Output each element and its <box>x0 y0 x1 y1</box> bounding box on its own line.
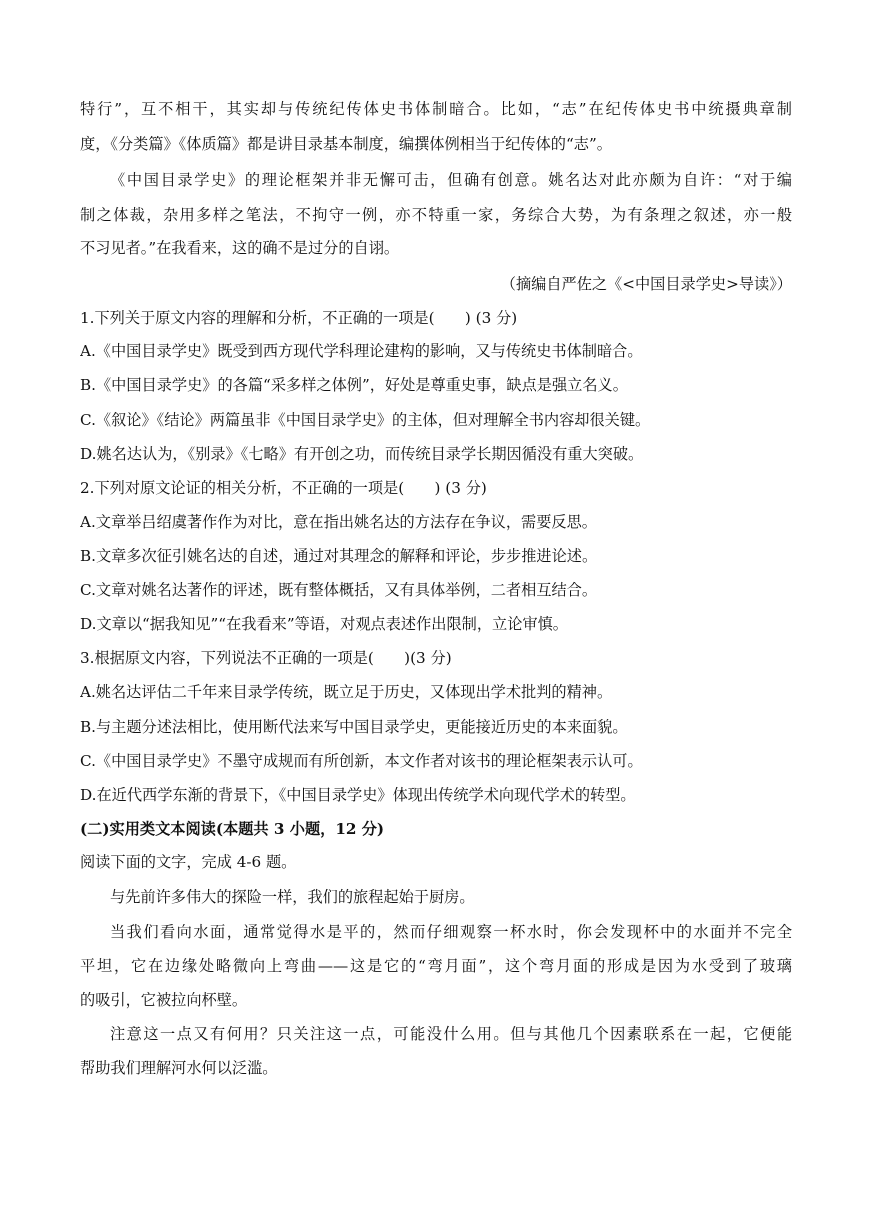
text-line-q1-b: B.《中国目录学史》的各篇“采多样之体例”，好处是尊重史事，缺点是强立名义。 <box>80 376 628 394</box>
text-line-q3: 3.根据原文内容，下列说法不正确的一项是( )(3 分) <box>80 649 452 667</box>
text-line-p2-l1: 《中国目录学史》的理论框架并非无懈可击，但确有创意。姚名达对此亦颇为自许：“对于编 <box>110 171 792 189</box>
text-line-q3-b: B.与主题分述法相比，使用断代法来写中国目录学史，更能接近历史的本来面貌。 <box>80 718 628 736</box>
text-line-q2: 2.下列对原文论证的相关分析，不正确的一项是( ) (3 分) <box>80 479 487 497</box>
text-line-q1-c: C.《叙论》《结论》两篇虽非《中国目录学史》的主体，但对理解全书内容却很关键。 <box>80 411 651 429</box>
text-line-q3-d: D.在近代西学东渐的背景下，《中国目录学史》体现出传统学术向现代学术的转型。 <box>80 786 636 804</box>
text-line-q2-c: C.文章对姚名达著作的评述，既有整体概括，又有具体举例，二者相互结合。 <box>80 581 598 599</box>
text-line-section-heading: (二)实用类文本阅读(本题共 3 小题，12 分) <box>80 820 385 838</box>
text-line-q2-b: B.文章多次征引姚名达的自述，通过对其理念的解释和评论，步步推进论述。 <box>80 547 598 565</box>
text-line-p5-l2: 帮助我们理解河水何以泛滥。 <box>80 1059 278 1077</box>
text-line-p4-l1: 当我们看向水面，通常觉得水是平的，然而仔细观察一杯水时，你会发现杯中的水面并不完全 <box>110 923 792 941</box>
text-line-p1-l2: 度，《分类篇》《体质篇》都是讲目录基本制度，编撰体例相当于纪传体的“志”。 <box>80 135 612 153</box>
text-line-q3-a: A.姚名达评估二千年来目录学传统，既立足于历史，又体现出学术批判的精神。 <box>80 683 613 701</box>
text-line-p4-l2: 平坦，它在边缘处略微向上弯曲——这是它的“弯月面”，这个弯月面的形成是因为水受到了玻璃 <box>80 957 792 975</box>
text-line-p1-l1: 特行”，互不相干，其实却与传统纪传体史书体制暗合。比如，“志”在纪传体史书中统摄典章制 <box>80 100 792 118</box>
text-line-q2-a: A.文章举吕绍虞著作作为对比，意在指出姚名达的方法存在争议，需要反思。 <box>80 513 597 531</box>
text-line-p2-l2: 制之体裁，杂用多样之笔法，不拘守一例，亦不特重一家，务综合大势，为有条理之叙述，亦一般 <box>80 206 792 224</box>
text-line-q1: 1.下列关于原文内容的理解和分析，不正确的一项是( ) (3 分) <box>80 309 518 327</box>
text-line-q1-d: D.姚名达认为，《别录》《七略》有开创之功，而传统目录学长期因循没有重大突破。 <box>80 445 644 463</box>
text-line-p3: 与先前许多伟大的探险一样，我们的旅程起始于厨房。 <box>110 888 475 906</box>
text-line-q2-d: D.文章以“据我知见”“在我看来”等语，对观点表述作出限制，立论审慎。 <box>80 615 568 633</box>
text-line-p2-l3: 不习见者。”在我看来，这的确不是过分的自诩。 <box>80 239 400 257</box>
text-line-p4-l3: 的吸引，它被拉向杯壁。 <box>80 991 248 1009</box>
text-line-q3-c: C.《中国目录学史》不墨守成规而有所创新，本文作者对该书的理论框架表示认可。 <box>80 752 643 770</box>
text-line-instruction: 阅读下面的文字，完成 4-6 题。 <box>80 853 297 871</box>
text-line-source: （摘编自严佐之《<中国目录学史>导读》） <box>500 275 792 293</box>
text-line-q1-a: A.《中国目录学史》既受到西方现代学科理论建构的影响，又与传统史书体制暗合。 <box>80 342 643 360</box>
text-line-p5-l1: 注意这一点又有何用？只关注这一点，可能没什么用。但与其他几个因素联系在一起，它便能 <box>110 1025 792 1043</box>
